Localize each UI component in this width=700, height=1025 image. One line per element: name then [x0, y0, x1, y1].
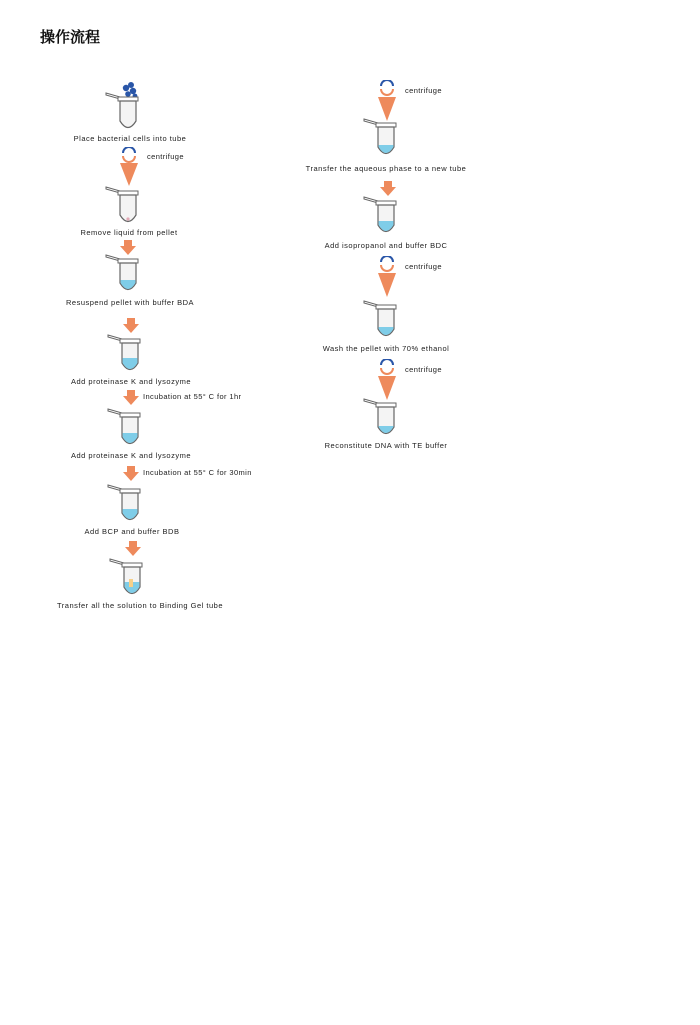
centrifuge-note: centrifuge [405, 262, 442, 271]
step-label: Transfer the aqueous phase to a new tube [305, 164, 467, 173]
step-label: Add isopropanol and buffer BDC [324, 241, 448, 250]
binding-gel-tube-icon [108, 552, 148, 602]
step-label: Place bacterial cells into tube [73, 134, 187, 143]
tube-with-buffer-icon [106, 402, 146, 452]
step-label: Resuspend pellet with buffer BDA [65, 298, 195, 307]
tube-with-buffer-icon [104, 248, 144, 298]
tube-with-buffer-icon [362, 294, 402, 344]
page-title: 操作流程 [40, 28, 101, 46]
step-label: Wash the pellet with 70% ethanol [322, 344, 450, 353]
tube-with-buffer-icon [106, 328, 146, 378]
tube-with-pellet-icon [104, 180, 144, 230]
step-label: Reconstitute DNA with TE buffer [324, 441, 448, 450]
tube-with-buffer-icon [362, 190, 402, 240]
tube-with-buffer-icon [362, 392, 402, 442]
tube-with-buffer-icon [362, 112, 402, 162]
step-label: Remove liquid from pellet [80, 228, 178, 237]
step-label: Add BCP and buffer BDB [84, 527, 180, 536]
tube-with-buffer-icon [106, 478, 146, 528]
centrifuge-note: centrifuge [405, 86, 442, 95]
incubation-note: Incubation at 55° C for 30min [143, 468, 252, 477]
centrifuge-note: centrifuge [147, 152, 184, 161]
centrifuge-arrow-icon [377, 256, 397, 298]
centrifuge-note: centrifuge [405, 365, 442, 374]
step-label: Add proteinase K and lysozyme [71, 377, 191, 386]
empty-tube-icon [104, 86, 144, 136]
step-label: Add proteinase K and lysozyme [71, 451, 191, 460]
incubation-note: Incubation at 55° C for 1hr [143, 392, 242, 401]
step-label: Transfer all the solution to Binding Gel tube [56, 601, 224, 610]
